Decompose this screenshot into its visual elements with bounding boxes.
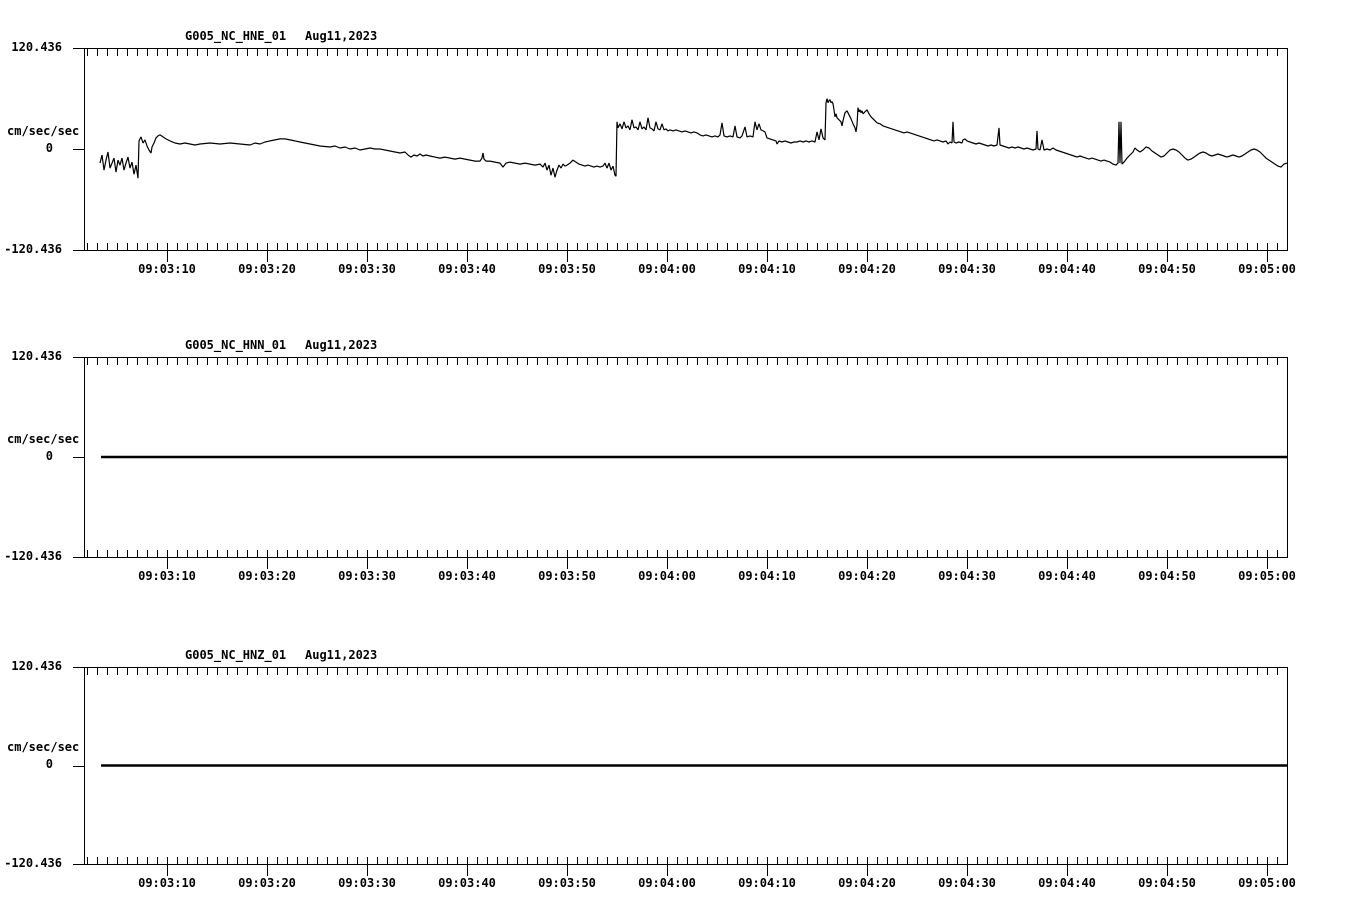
xtick-label: 09:04:50 [1138,262,1196,276]
panel-plot-1 [73,358,1288,570]
xtick-label: 09:04:20 [838,569,896,583]
xtick-label: 09:05:00 [1238,262,1296,276]
panel2-ytick-zero: 0 [45,449,53,463]
xtick-label: 09:03:20 [238,876,296,890]
panel1-yaxis-label: cm/sec/sec [7,124,80,138]
waveform-trace-0 [100,99,1287,179]
xtick-label: 09:04:20 [838,876,896,890]
xtick-label: 09:04:10 [738,262,796,276]
xtick-label: 09:04:20 [838,262,896,276]
xtick-label: 09:04:10 [738,569,796,583]
xtick-label: 09:05:00 [1238,876,1296,890]
xtick-label: 09:03:30 [338,569,396,583]
panel1-ytick-top: 120.436 [11,40,62,54]
xtick-label: 09:04:50 [1138,569,1196,583]
panel2-yaxis-label: cm/sec/sec [7,432,80,446]
panel2-title-date: Aug11,2023 [305,338,378,352]
panel2-ytick-bottom: -120.436 [4,549,62,563]
xtick-label: 09:03:30 [338,876,396,890]
xtick-label: 09:04:40 [1038,569,1096,583]
panel-plot-2 [73,668,1288,877]
xtick-label: 09:04:00 [638,876,696,890]
xtick-label: 09:03:40 [438,262,496,276]
panel-plot-0 [73,49,1288,263]
axis-ticks [73,358,1288,570]
panel3-ytick-bottom: -120.436 [4,856,62,870]
panel1-ytick-zero: 0 [45,141,53,155]
xtick-label: 09:03:50 [538,262,596,276]
xtick-label: 09:05:00 [1238,569,1296,583]
panel3-ytick-zero: 0 [45,757,53,771]
panel3-title-station: G005_NC_HNZ_01 [185,648,287,662]
xtick-label: 09:04:50 [1138,876,1196,890]
xtick-label: 09:04:40 [1038,262,1096,276]
panel1-title-date: Aug11,2023 [305,29,378,43]
xtick-label: 09:03:30 [338,262,396,276]
xtick-label: 09:03:50 [538,876,596,890]
xtick-label: 09:04:30 [938,262,996,276]
xtick-label: 09:03:20 [238,569,296,583]
panel1-title-station: G005_NC_HNE_01 [185,29,287,43]
xtick-label: 09:03:20 [238,262,296,276]
panel2-ytick-top: 120.436 [11,349,62,363]
panel1-ytick-bottom: -120.436 [4,242,62,256]
xtick-label: 09:04:40 [1038,876,1096,890]
xtick-label: 09:03:40 [438,569,496,583]
xtick-label: 09:04:00 [638,569,696,583]
xtick-label: 09:03:10 [138,262,196,276]
xtick-label: 09:04:00 [638,262,696,276]
panel3-yaxis-label: cm/sec/sec [7,740,80,754]
panel3-ytick-top: 120.436 [11,659,62,673]
axis-ticks [73,49,1288,263]
panel2-title-station: G005_NC_HNN_01 [185,338,287,352]
xtick-label: 09:04:30 [938,876,996,890]
xtick-label: 09:03:10 [138,569,196,583]
plot-frame [85,49,1288,251]
xtick-label: 09:03:10 [138,876,196,890]
axis-ticks [73,668,1288,877]
xtick-label: 09:04:10 [738,876,796,890]
panel3-title-date: Aug11,2023 [305,648,378,662]
xtick-label: 09:03:50 [538,569,596,583]
xtick-label: 09:03:40 [438,876,496,890]
xtick-label: 09:04:30 [938,569,996,583]
